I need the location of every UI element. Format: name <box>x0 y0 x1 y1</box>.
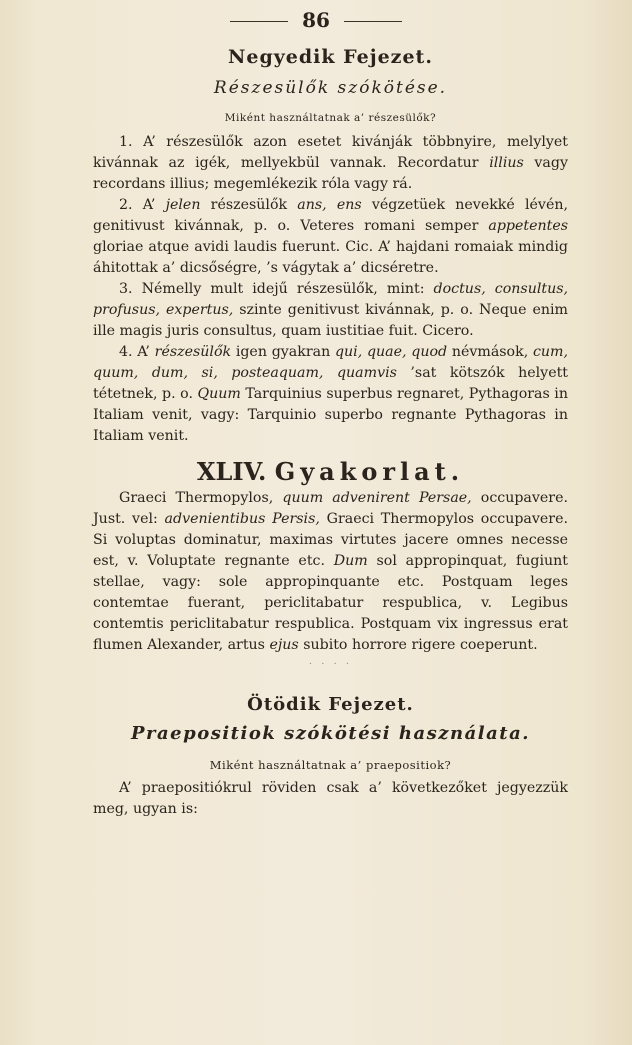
ex-text-1: Graeci Thermopylos, <box>119 490 283 506</box>
p2-italic-d: ans, ens <box>297 197 362 213</box>
exercise-text <box>93 488 568 656</box>
p1-text-c: vagy recordans illius; megemlékezik róla vagy rá. <box>93 155 568 192</box>
p3-text-c: szinte genitivust kivánnak, p. o. Neque enim ille magis juris consultus, quam iustitiae fuit. Cicero. <box>93 302 568 339</box>
p2-text-c: részesülők <box>200 197 298 213</box>
header-rule-right <box>344 21 402 22</box>
chapter-5-question: Miként használtatnak a’ praepositiok? <box>209 758 452 772</box>
paragraph-1 <box>93 132 568 195</box>
p2-text-g: gloriae atque avidi laudis fuerunt. Cic. A’ hajdani romaiak mindig áhitottak a’ dicsőségre, ’s vágytak a’ dicséretre. <box>93 239 568 276</box>
p4-italic-d: qui, quae, quod <box>334 344 448 360</box>
chapter-4-question: Miként használtatnak a’ részesülők? <box>224 112 437 124</box>
p1-text-a: 1. A’ részesülők azon esetet kivánják többnyire, melylyet kivánnak az igék, mellyekbül vannak. Recordatur <box>93 134 568 171</box>
p4-text-a: 4. A’ <box>119 344 155 360</box>
header-rule-left <box>230 21 288 22</box>
chapter-4-subtitle: Részesülők szókötése. <box>213 78 448 98</box>
p1-italic: illius <box>489 155 524 171</box>
page-number: 86 <box>302 8 330 32</box>
p3-italic: doctus, consultus, profusus, expertus, <box>93 281 568 318</box>
paragraph-2 <box>93 195 568 279</box>
p4-italic-f: cum, quum, dum, si, posteaquam, quamvis <box>93 344 568 381</box>
chapter-4-title: Negyedik Fejezet. <box>228 46 433 68</box>
ex-italic-2: quum advenirent Persae, <box>282 490 472 506</box>
p3-text-a: 3. Némelly mult idejű részesülők, mint: <box>119 281 434 297</box>
chapter-5-text: A’ praepositiókrul röviden csak a’ következőket jegyezzük meg, ugyan is: <box>93 780 568 817</box>
ex-text-9: subito horrore rigere coeperunt. <box>298 637 538 653</box>
page-content <box>93 46 568 820</box>
p4-text-c: igen gyakran <box>231 344 335 360</box>
chapter-5-subtitle: Praepositiok szókötési használata. <box>130 723 531 744</box>
ex-italic-4: advenientibus Persis, <box>164 511 320 527</box>
p4-text-i: Tarquinius superbus regnaret, Pythagoras in Italiam venit, vagy: Tarquinio superbo regnante Pythagoras in Italiam venit. <box>93 386 568 444</box>
paragraph-4 <box>93 342 568 447</box>
chapter-5-title: Ötödik Fejezet. <box>247 694 414 715</box>
ex-text-5: Graeci Thermopylos occupavere. Si voluptas dominatur, maximas virtutes jacere omnes necesse est, v. Voluptate regnante etc. <box>93 511 568 569</box>
p4-text-e: névmások, <box>447 344 533 360</box>
exercise-word: Gyakorlat. <box>274 457 465 486</box>
p2-italic-b: jelen <box>165 197 201 213</box>
exercise-title <box>93 457 568 486</box>
p2-text-a: 2. A’ <box>119 197 166 213</box>
ex-italic-6: Dum <box>333 553 368 569</box>
page-header <box>0 8 632 32</box>
p4-italic-h: Quum <box>197 386 241 402</box>
p4-italic-b: részesülők <box>154 344 232 360</box>
paragraph-3 <box>93 279 568 342</box>
p2-text-e: végzetüek nevekké lévén, genitivust kivánnak, p. o. Veteres romani semper <box>93 197 568 234</box>
ex-text-7: sol appropinquat, fugiunt stellae, vagy: sole appropinquante etc. Postquam leges contemtae fuerant, periclitabatur respublica, v. Legibus contemtis periclitabatur respublica. Postquam vix ingressus erat flumen Alexander, artus <box>93 553 569 653</box>
exercise-numeral: XLIV. <box>196 457 267 486</box>
ex-text-3: occupavere. Just. vel: <box>93 490 568 527</box>
p2-italic-f: appetentes <box>488 218 568 234</box>
p4-text-g: ’sat kötszók helyett tétetnek, p. o. <box>93 365 569 402</box>
section-separator: · · · · <box>308 659 353 670</box>
ex-italic-8: ejus <box>269 637 299 653</box>
